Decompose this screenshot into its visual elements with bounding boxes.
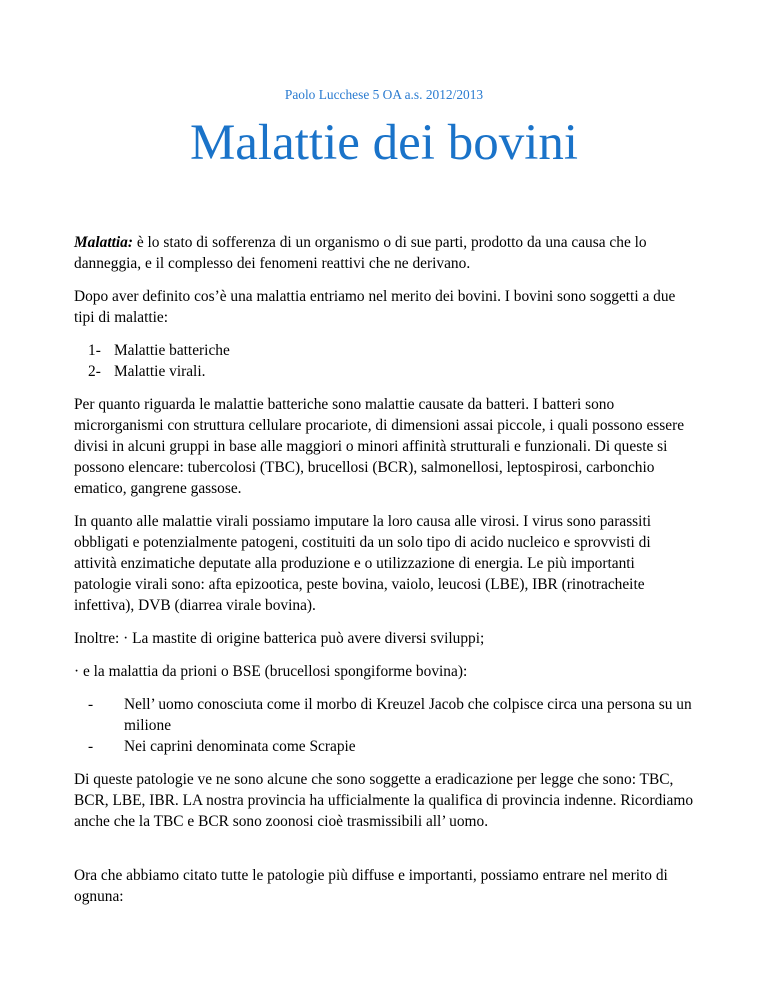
definition-text: è lo stato di sofferenza di un organismo o di sue parti, prodotto da una causa che lo danneggia, e il complesso dei fenomeni reattivi che ne derivano. [74,234,647,272]
document-body [74,232,694,919]
list-number: 2- [88,363,101,380]
prion-list [74,694,694,757]
list-item-text: Nell’ uomo conosciuta come il morbo di Kreuzel Jacob che colpisce circa una persona su un milione [124,696,692,734]
paragraph-spacer [74,844,694,865]
disease-types-list [74,340,694,382]
definition-paragraph [74,232,694,274]
definition-term: Malattia: [74,234,133,251]
dash-marker: - [88,696,94,713]
list-item [74,736,694,757]
list-item [74,361,694,382]
bacterial-paragraph: Per quanto riguarda le malattie batteriche sono malattie causate da batteri. I batteri sono microrganismi con struttura cellulare procariote, di dimensioni assai piccole, i quali possono essere divisi in alcuni gruppi in base alle maggiori o minori affinità strutturali e funzionali. Di queste si possono elencare: tubercolosi (TBC), brucellosi (BCR), salmonellosi, leptospirosi, carbonchio ematico, gangrene gassose. [74,396,685,497]
page-header: Paolo Lucchese 5 OA a.s. 2012/2013 [284,87,484,102]
eradication-paragraph: Di queste patologie ve ne sono alcune che sono soggette a eradicazione per legge che sono: TBC, BCR, LBE, IBR. LA nostra provincia ha ufficialmente la qualifica di provincia indenne. Ricordiamo anche che la TBC e BCR sono zoonosi cioè trasmissibili all’ uomo. [74,771,694,830]
list-item-text: Nei caprini denominata come Scrapie [124,738,356,755]
document-title: Malattie dei bovini [189,115,579,171]
list-item [74,340,694,361]
intro-paragraph: Dopo aver definito cos’è una malattia entriamo nel merito dei bovini. I bovini sono soggetti a due tipi di malattie: [74,288,676,326]
prion-paragraph: · e la malattia da prioni o BSE (brucellosi spongiforme bovina): [74,663,468,680]
list-item [74,694,694,736]
list-number: 1- [88,342,101,359]
list-item-label: Malattie virali. [114,363,206,380]
viral-paragraph: In quanto alle malattie virali possiamo imputare la loro causa alle virosi. I virus sono parassiti obbligati e potenzialmente patogeni, costituiti da un solo tipo di acido nucleico e sprovvisti di attività enzimatiche deputate alla produzione e o utilizzazione di energia. Le più importanti patologie virali sono: afta epizootica, peste bovina, vaiolo, leucosi (LBE), IBR (rinotracheite infettiva), DVB (diarrea virale bovina). [74,513,651,614]
inoltre-paragraph: Inoltre: · La mastite di origine batterica può avere diversi sviluppi; [74,630,485,647]
list-item-label: Malattie batteriche [114,342,230,359]
dash-marker: - [88,738,94,755]
closing-paragraph: Ora che abbiamo citato tutte le patologie più diffuse e importanti, possiamo entrare nel merito di ognuna: [74,867,668,905]
